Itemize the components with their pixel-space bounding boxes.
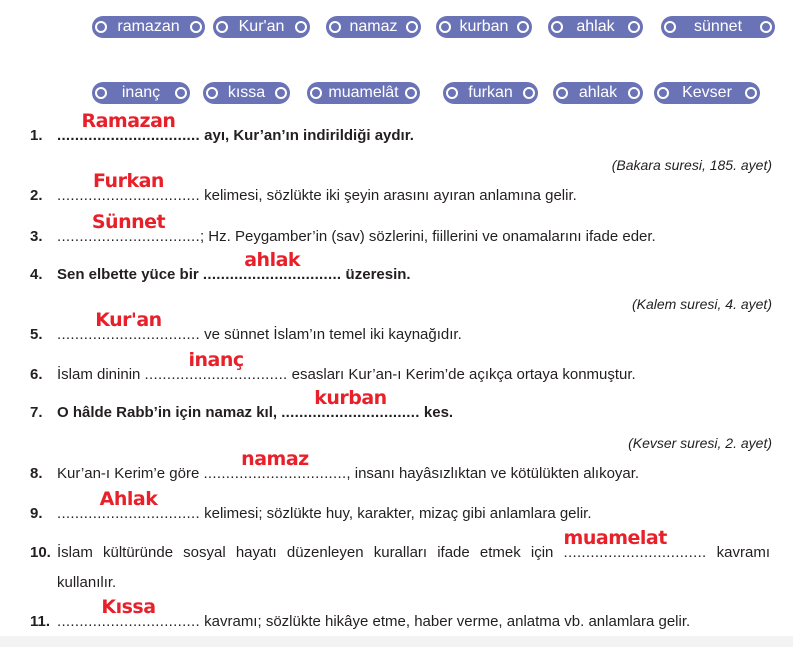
word-chip: [92, 82, 190, 104]
text-segment: kavramı: [706, 544, 771, 561]
text-segment: ve sünnet İslam’ın temel iki kaynağıdır.: [199, 326, 462, 343]
question-number: 2.: [30, 187, 43, 204]
word-chip: [326, 16, 421, 38]
handwritten-answer: Ramazan: [81, 110, 176, 132]
blank-dots: ...............................: [202, 266, 342, 283]
word-chip: [307, 82, 420, 104]
connector-knob-icon: [275, 87, 287, 99]
text-segment: İslam kültüründe sosyal hayatı düzenleyen kuralları ifade etmek için: [57, 544, 564, 561]
connector-knob-icon: [551, 21, 563, 33]
question-number: 7.: [30, 404, 43, 421]
blank-dots: ................................: [57, 613, 200, 630]
handwritten-answer: Furkan: [93, 170, 164, 192]
question-text: [57, 170, 577, 204]
question-text: [57, 249, 411, 283]
connector-knob-icon: [310, 87, 322, 99]
connector-knob-icon: [628, 21, 640, 33]
text-segment: ayı, Kur’an’ın indirildiği aydır.: [199, 127, 414, 144]
connector-knob-icon: [439, 21, 451, 33]
question-number: 5.: [30, 326, 43, 343]
connector-knob-icon: [628, 87, 640, 99]
connector-knob-icon: [190, 21, 202, 33]
question-number: 9.: [30, 505, 43, 522]
word-chip-label: ramazan: [117, 18, 180, 35]
blank-dots: ................................: [203, 465, 347, 482]
word-chip: [654, 82, 760, 104]
handwritten-answer: Sünnet: [91, 211, 166, 233]
question-text: [57, 448, 640, 482]
word-chip-label: namaz: [349, 18, 398, 35]
answer-blank[interactable]: [144, 349, 288, 383]
connector-knob-icon: [760, 21, 772, 33]
blank-dots: ................................: [57, 127, 200, 144]
text-segment: üzeresin.: [341, 266, 411, 283]
text-segment: İslam dininin: [57, 366, 145, 383]
handwritten-answer: Kıssa: [101, 596, 156, 618]
word-chip-label: Kevser: [682, 84, 732, 101]
question-text: [57, 387, 454, 421]
question-text: [57, 488, 592, 522]
handwritten-answer: Kur'an: [95, 309, 162, 331]
text-segment: esasları Kur’an-ı Kerim’de açıkça ortaya konmuştur.: [287, 366, 636, 383]
word-chip-label: Kur'an: [238, 18, 285, 35]
word-chip-label: ahlak: [578, 84, 618, 101]
question-number: 10.: [30, 544, 51, 561]
word-chip: [92, 16, 205, 38]
question-text: [57, 349, 636, 383]
question-text: [57, 527, 771, 561]
blank-dots: ................................: [144, 366, 288, 383]
question-number: 3.: [30, 228, 43, 245]
question-number: 6.: [30, 366, 43, 383]
word-chip: [661, 16, 775, 38]
word-chip-label: kıssa: [227, 84, 266, 101]
text-segment: kullanılır.: [57, 574, 117, 591]
connector-knob-icon: [556, 87, 568, 99]
blank-dots: ................................: [563, 544, 707, 561]
word-chip-label: muamelât: [328, 84, 399, 101]
word-chip-label: ahlak: [576, 18, 615, 35]
blank-dots: ................................: [57, 505, 200, 522]
connector-knob-icon: [406, 21, 418, 33]
connector-knob-icon: [175, 87, 187, 99]
word-chip: [203, 82, 290, 104]
blank-dots: ................................: [57, 228, 200, 245]
word-chip-label: inanç: [121, 84, 161, 101]
answer-blank[interactable]: [202, 249, 342, 283]
answer-blank[interactable]: [57, 170, 200, 204]
connector-knob-icon: [95, 21, 107, 33]
answer-blank[interactable]: [57, 110, 200, 144]
text-segment: kelimesi; sözlükte huy, karakter, mizaç gibi anlamlara gelir.: [199, 505, 592, 522]
connector-knob-icon: [517, 21, 529, 33]
answer-blank[interactable]: [203, 448, 347, 482]
word-chip-label: kurban: [459, 18, 509, 35]
handwritten-answer: Ahlak: [99, 488, 158, 510]
answer-blank[interactable]: [57, 309, 200, 343]
answer-blank[interactable]: [281, 387, 420, 421]
handwritten-answer: namaz: [241, 448, 309, 470]
handwritten-answer: kurban: [314, 387, 387, 409]
question-number: 8.: [30, 465, 43, 482]
text-segment: O hâlde Rabb’in için namaz kıl,: [57, 404, 282, 421]
text-segment: kes.: [419, 404, 454, 421]
text-segment: , insanı hayâsızlıktan ve kötülükten alıkoyar.: [346, 465, 640, 482]
connector-knob-icon: [664, 21, 676, 33]
text-segment: kelimesi, sözlükte iki şeyin arasını ayıran anlamına gelir.: [199, 187, 577, 204]
question-text: [57, 596, 691, 630]
question-number: 4.: [30, 266, 43, 283]
word-chip: [443, 82, 538, 104]
word-chip-label: furkan: [468, 84, 513, 101]
text-segment: Kur’an-ı Kerim’e göre: [57, 465, 204, 482]
handwritten-answer: ahlak: [244, 249, 301, 271]
text-segment: Sen elbette yüce bir: [57, 266, 203, 283]
answer-blank[interactable]: [563, 527, 707, 561]
word-chip: [436, 16, 532, 38]
word-chip: [553, 82, 643, 104]
blank-dots: ................................: [57, 187, 200, 204]
connector-knob-icon: [216, 21, 228, 33]
word-chip: [213, 16, 310, 38]
text-segment: kavramı; sözlükte hikâye etme, haber verme, anlatma vb. anlamlara gelir.: [199, 613, 691, 630]
connector-knob-icon: [405, 87, 417, 99]
connector-knob-icon: [446, 87, 458, 99]
question-number: 11.: [30, 613, 51, 630]
word-chip-label: sünnet: [693, 18, 743, 35]
connector-knob-icon: [329, 21, 341, 33]
connector-knob-icon: [95, 87, 107, 99]
question-number: 1.: [30, 127, 43, 144]
handwritten-answer: muamelat: [563, 527, 667, 549]
connector-knob-icon: [745, 87, 757, 99]
question-text: [57, 211, 656, 245]
connector-knob-icon: [657, 87, 669, 99]
verse-source: (Bakara suresi, 185. ayet): [611, 157, 772, 173]
verse-source: (Kevser suresi, 2. ayet): [628, 435, 772, 451]
question-text: [57, 110, 414, 144]
text-segment: ; Hz. Peygamber’in (sav) sözlerini, fiillerini ve onamalarını ifade eder.: [199, 228, 656, 245]
verse-source: (Kalem suresi, 4. ayet): [631, 296, 772, 312]
connector-knob-icon: [206, 87, 218, 99]
answer-blank[interactable]: [57, 211, 200, 245]
answer-blank[interactable]: [57, 488, 200, 522]
connector-knob-icon: [523, 87, 535, 99]
word-chip: [548, 16, 643, 38]
connector-knob-icon: [295, 21, 307, 33]
blank-dots: ................................: [57, 326, 200, 343]
handwritten-answer: inanç: [188, 349, 244, 371]
page-bottom-edge: [0, 636, 793, 647]
answer-blank[interactable]: [57, 596, 200, 630]
question-text: [57, 309, 462, 343]
blank-dots: ...............................: [281, 404, 420, 421]
